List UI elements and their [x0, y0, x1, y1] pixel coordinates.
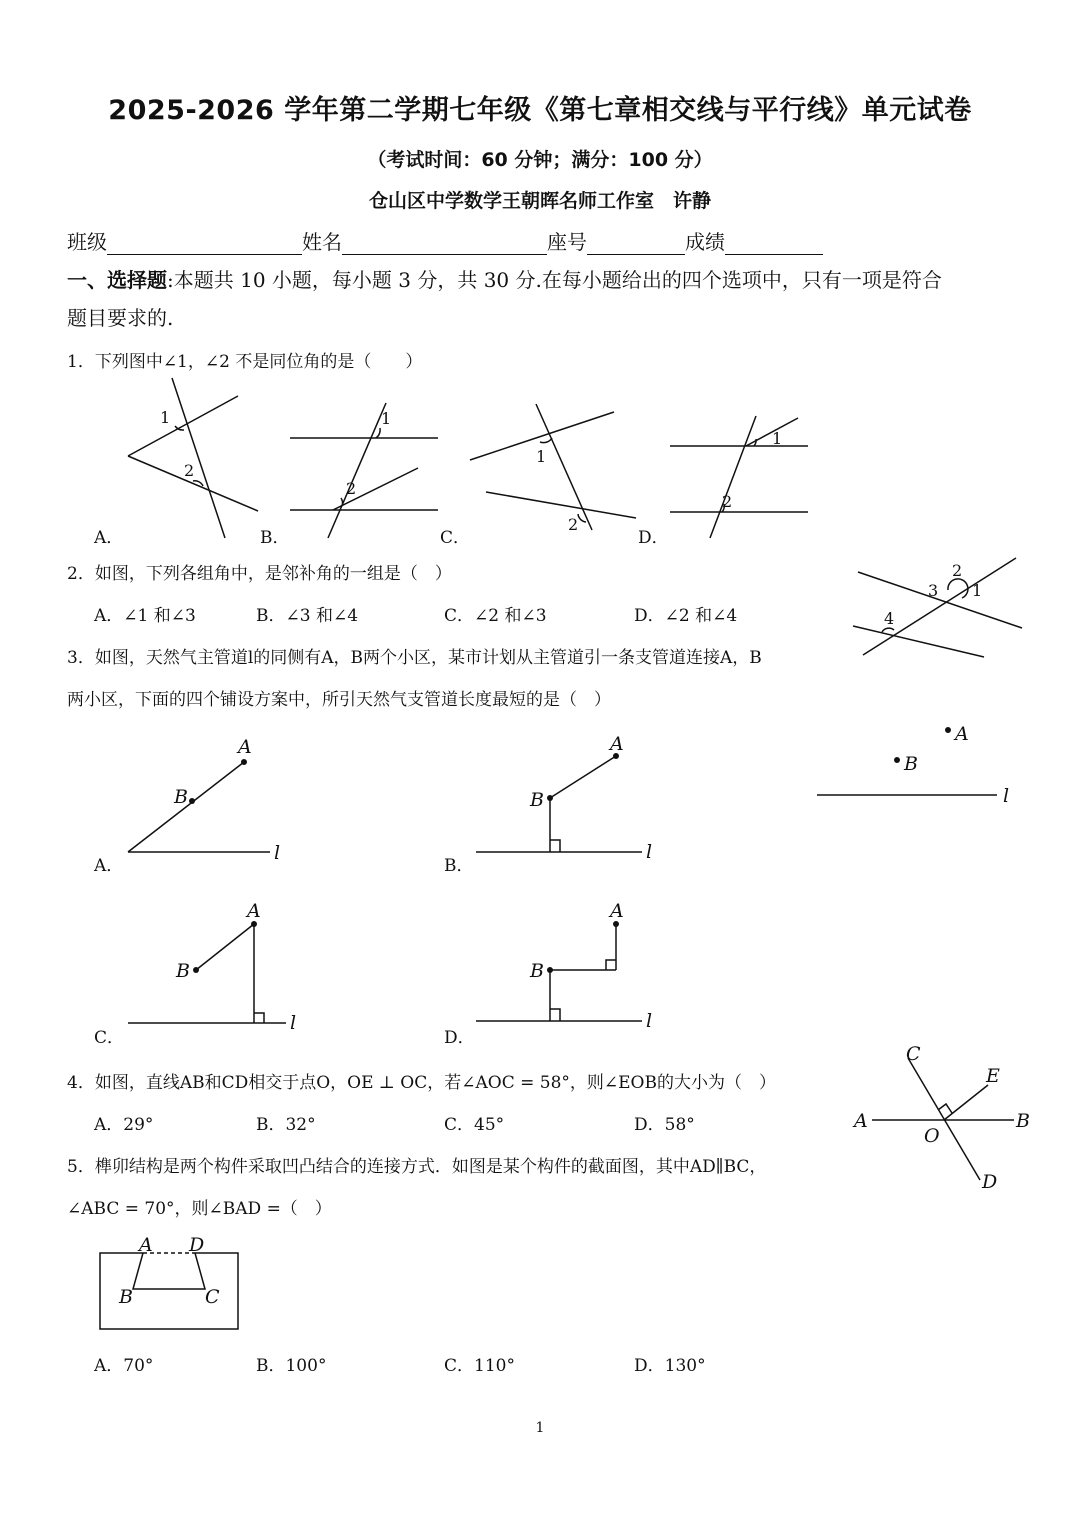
q4-O: O [924, 1125, 940, 1147]
q2-angle1: 1 [972, 581, 983, 600]
q1b-angle1: 1 [381, 409, 392, 428]
q5-option-a[interactable]: A．70° [94, 1356, 154, 1376]
q3-stem-1: 3．如图，天然气主管道l的同侧有A，B两个小区，某市计划从主管道引一条支管道连接A，B [67, 648, 762, 668]
q3-main-B: B [904, 753, 918, 775]
q3-option-a[interactable]: A． [94, 856, 124, 876]
q2-angle4: 4 [884, 609, 895, 628]
section-heading-row [67, 264, 942, 293]
q3b-B: B [530, 789, 544, 811]
q1c-angle2: 2 [568, 515, 579, 534]
q5-figure [95, 1233, 245, 1333]
q1-figure-b [288, 398, 448, 543]
q3a-B: B [174, 786, 188, 808]
q3-option-c[interactable]: C． [94, 1028, 125, 1048]
page-number: 1 [535, 1420, 545, 1436]
q2-angle2: 2 [952, 561, 963, 580]
q1a-angle2: 2 [184, 461, 195, 480]
q5-A: A [139, 1234, 153, 1256]
q3-main-l: l [1003, 785, 1010, 807]
q1c-angle1: 1 [536, 447, 547, 466]
q5-option-b[interactable]: B．100° [256, 1356, 327, 1376]
section-desc-2: 题目要求的. [67, 306, 174, 330]
q3d-B: B [530, 960, 544, 982]
q2-option-a[interactable]: A．∠1 和∠3 [94, 606, 196, 626]
exam-info: （考试时间：60 分钟；满分：100 分） [367, 149, 713, 171]
q3d-l: l [646, 1010, 653, 1032]
section-heading: 一、选择题 [67, 268, 167, 292]
q2-option-d[interactable]: D．∠2 和∠4 [634, 606, 738, 626]
q1d-angle1: 1 [772, 429, 783, 448]
q5-stem-2: ∠ABC = 70°，则∠BAD =（ ） [67, 1199, 332, 1219]
q4-B: B [1016, 1110, 1030, 1132]
q1-figure-c [468, 400, 643, 540]
q2-angle3: 3 [928, 581, 939, 600]
q4-option-a[interactable]: A．29° [94, 1115, 154, 1135]
q3-stem-2: 两小区，下面的四个铺设方案中，所引天然气支管道长度最短的是（ ） [67, 690, 611, 710]
q4-figure [850, 1040, 1040, 1195]
q3-main-A: A [955, 723, 969, 745]
seat-label: 座号 [547, 230, 587, 254]
q4-C: C [906, 1043, 921, 1065]
q1b-angle2: 2 [346, 479, 357, 498]
q3c-l: l [290, 1012, 297, 1034]
q1-figure-a [120, 378, 270, 543]
q3c-A: A [247, 900, 261, 922]
author-line: 仓山区中学数学王朝晖名师工作室 许静 [368, 190, 711, 212]
q4-stem: 4．如图，直线AB和CD相交于点O，OE ⊥ OC，若∠AOC = 58°，则∠EOB的大小为（ ） [67, 1073, 776, 1093]
student-info-row [67, 226, 823, 255]
q5-option-d[interactable]: D．130° [634, 1356, 706, 1376]
page-title: 2025-2026 学年第二学期七年级《第七章相交线与平行线》单元试卷 [108, 95, 972, 126]
q3-figure-d [474, 897, 664, 1032]
q3a-A: A [238, 736, 252, 758]
class-label: 班级 [67, 230, 107, 254]
q3-figure-a [120, 735, 300, 864]
q4-option-b[interactable]: B．32° [256, 1115, 316, 1135]
q3-option-b[interactable]: B． [444, 856, 474, 876]
score-label: 成绩 [685, 230, 725, 254]
q5-stem-1: 5．榫卯结构是两个构件采取凹凸结合的连接方式．如图是某个构件的截面图，其中AD∥BC， [67, 1157, 767, 1177]
q4-E: E [986, 1065, 1000, 1087]
q3d-A: A [610, 900, 624, 922]
score-field[interactable] [725, 232, 823, 255]
q5-B: B [119, 1286, 133, 1308]
q1-option-b[interactable]: B． [260, 528, 290, 548]
q1d-angle2: 2 [722, 492, 733, 511]
q4-D: D [982, 1171, 998, 1193]
q1-figure-d [668, 410, 818, 540]
q3b-l: l [646, 841, 653, 863]
q3-option-d[interactable]: D． [444, 1028, 475, 1048]
q2-option-b[interactable]: B．∠3 和∠4 [256, 606, 359, 626]
name-label: 姓名 [302, 230, 342, 254]
q4-option-d[interactable]: D．58° [634, 1115, 695, 1135]
q1-option-c[interactable]: C． [440, 528, 471, 548]
q4-A: A [854, 1110, 868, 1132]
class-field[interactable] [107, 232, 302, 255]
q2-figure [848, 550, 1028, 665]
q3-figure-b [474, 730, 664, 863]
q1-option-a[interactable]: A． [94, 528, 124, 548]
q1-option-d[interactable]: D． [638, 528, 669, 548]
q3a-l: l [274, 842, 281, 864]
q2-option-c[interactable]: C．∠2 和∠3 [444, 606, 547, 626]
q1a-angle1: 1 [160, 408, 171, 427]
q3-figure-c [120, 897, 310, 1034]
q4-option-c[interactable]: C．45° [444, 1115, 505, 1135]
q1-stem: 1．下列图中∠1，∠2 不是同位角的是（ ） [67, 352, 423, 372]
seat-field[interactable] [587, 232, 685, 255]
section-desc-1: :本题共 10 小题，每小题 3 分，共 30 分.在每小题给出的四个选项中，只有一项是符合 [167, 268, 942, 292]
q5-D: D [189, 1234, 205, 1256]
q5-C: C [205, 1286, 220, 1308]
q3c-B: B [176, 960, 190, 982]
q3b-A: A [610, 733, 624, 755]
q5-option-c[interactable]: C．110° [444, 1356, 515, 1376]
q2-stem: 2．如图，下列各组角中，是邻补角的一组是（ ） [67, 564, 452, 584]
q3-main-figure [815, 718, 1025, 813]
name-field[interactable] [342, 232, 547, 255]
